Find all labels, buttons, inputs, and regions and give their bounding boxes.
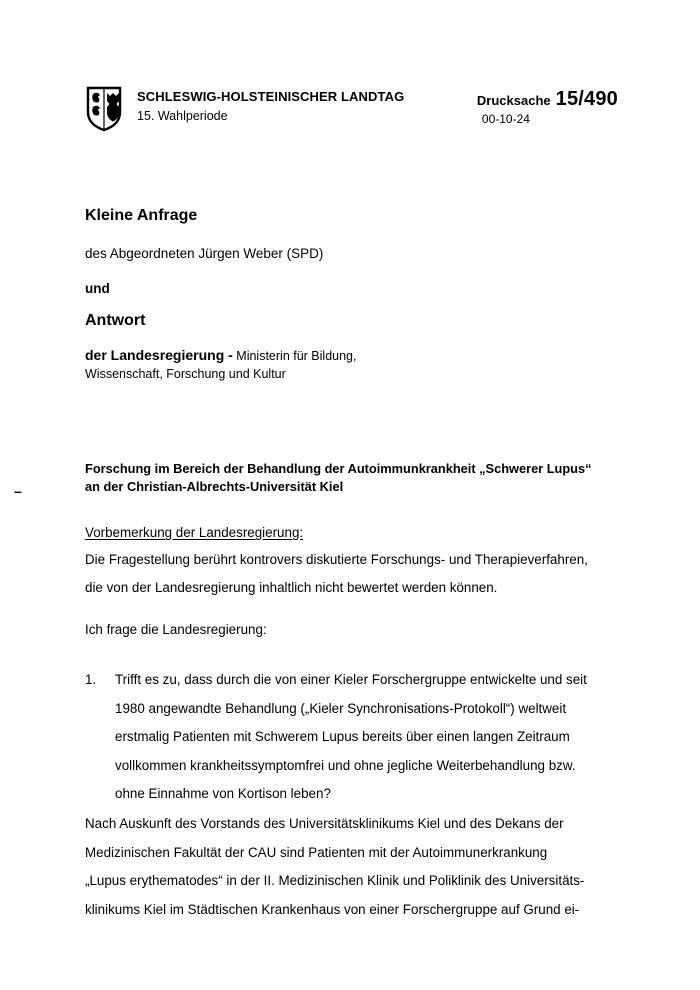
paragraph-line: ohne Einnahme von Kortison leben? [115, 786, 331, 801]
title-antwort: Antwort [85, 312, 146, 329]
government-label: der Landesregierung - [85, 347, 233, 363]
paragraph-line: erstmalig Patienten mit Schwerem Lupus bereits über einen langen Zeitraum [115, 729, 570, 744]
margin-dash-mark: – [14, 483, 22, 499]
paragraph-line: 1980 angewandte Behandlung („Kieler Synchronisations-Protokoll“) weltweit [115, 700, 567, 716]
paragraph-line: Nach Auskunft des Vorstands des Universitätsklinikums Kiel und des Dekans der [85, 816, 564, 831]
document-id-block [477, 86, 618, 126]
paragraph-line: Trifft es zu, dass durch die von einer Kieler Forschergruppe entwickelte und seit [115, 672, 587, 687]
preliminary-remark-heading: Vorbemerkung der Landesregierung: [85, 525, 304, 540]
question-item-1 [85, 666, 620, 809]
legislative-period: 15. Wahlperiode [137, 109, 228, 123]
paragraph-line: Die Fragestellung berührt kontrovers diskutierte Forschungs- und Therapieverfahren, [85, 552, 588, 567]
paragraph-line: Medizinischen Fakultät der CAU sind Patienten mit der Autoimmunerkrankung [85, 844, 548, 860]
paragraph-line: die von der Landesregierung inhaltlich nicht bewertet werden können. [85, 580, 498, 595]
subject-heading [85, 460, 592, 495]
doc-date: 00-10-24 [481, 112, 530, 126]
subject-line-2: an der Christian-Albrechts-Universität Kiel [85, 478, 344, 494]
parliament-name: SCHLESWIG-HOLSTEINISCHER LANDTAG [137, 89, 405, 104]
schleswig-holstein-coat-of-arms-icon [85, 86, 123, 132]
conjunction-und: und [85, 281, 110, 296]
paragraph-line: vollkommen krankheitssymptomfrei und ohne jegliche Weiterbehandlung bzw. [115, 757, 576, 773]
question-number: 1. [85, 672, 97, 687]
doc-type-label: Drucksache [476, 93, 551, 108]
subject-line-1: Forschung im Bereich der Behandlung der Autoimmunkrankheit „Schwerer Lupus“ [85, 461, 592, 476]
answer-paragraph-1 [85, 810, 584, 924]
paragraph-line: „Lupus erythematodes“ in der II. Medizinischen Klinik und Poliklinik des Universitäts- [85, 873, 585, 888]
preliminary-remark-paragraph [85, 546, 588, 602]
paragraph-line: klinikums Kiel im Städtischen Krankenhaus von einer Forschergruppe auf Grund ei- [85, 901, 580, 917]
question-author: des Abgeordneten Jürgen Weber (SPD) [85, 246, 324, 261]
question-text [115, 666, 587, 809]
title-kleine-anfrage: Kleine Anfrage [85, 207, 198, 224]
document-header [85, 86, 618, 132]
ministry-name-part1: Ministerin für Bildung, [232, 349, 357, 363]
government-attribution [85, 347, 356, 383]
parliament-identity [137, 86, 404, 123]
doc-number: 15/490 [555, 88, 618, 110]
ministry-name-part2: Wissenschaft, Forschung und Kultur [85, 366, 286, 381]
question-intro-line: Ich frage die Landesregierung: [85, 622, 267, 637]
